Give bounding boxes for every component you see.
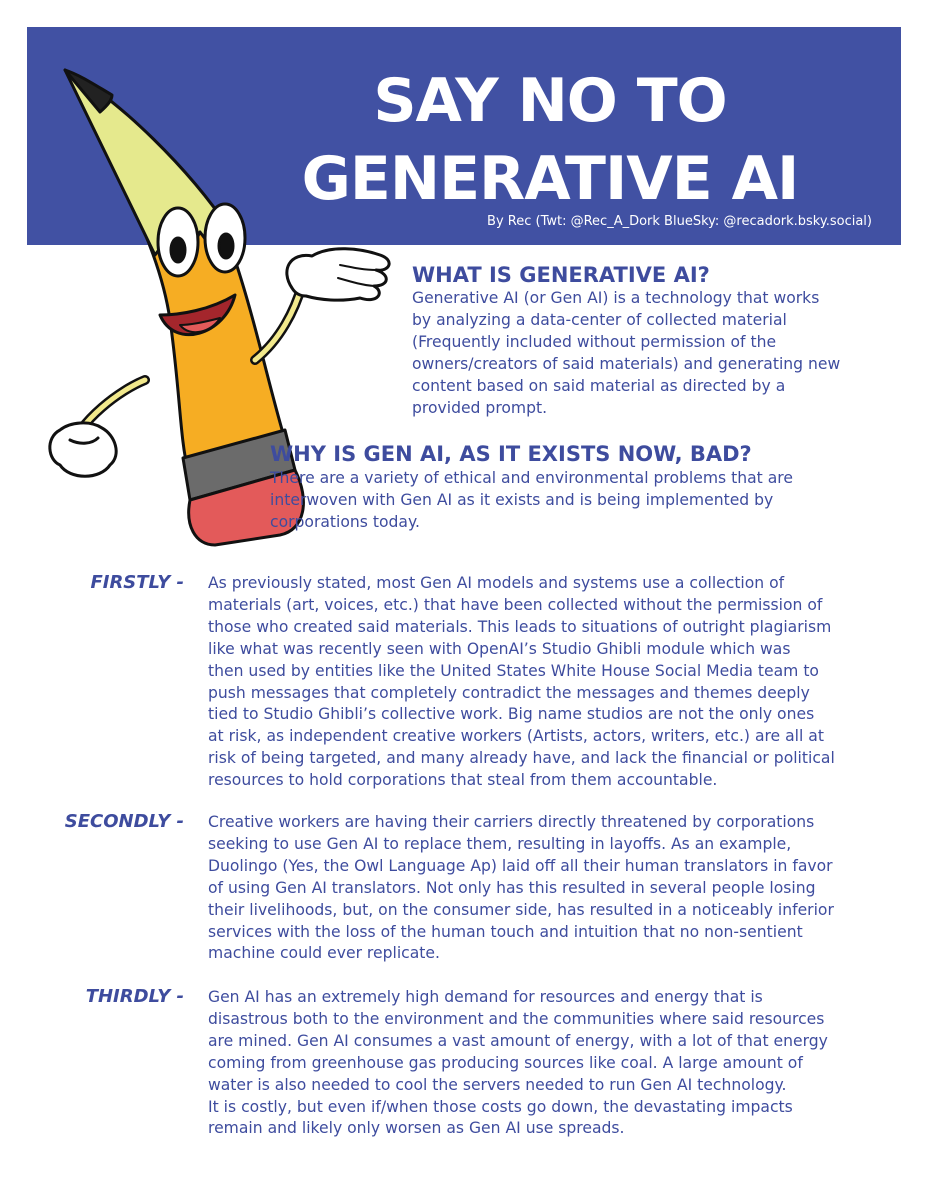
text-line: Duolingo (Yes, the Owl Language Ap) laid off all their human translators in favor [208, 856, 833, 875]
text-line: interwoven with Gen AI as it exists and is being implemented by [270, 490, 774, 509]
section-body-what [412, 288, 840, 419]
point-label-firstly: FIRSTLY - [90, 572, 184, 593]
text-line: services with the loss of the human touch and intuition that no non-sentient [208, 922, 803, 941]
text-line: content based on said material as directed by a [412, 376, 786, 395]
text-line: There are a variety of ethical and environmental problems that are [270, 469, 793, 487]
text-line: provided prompt. [412, 398, 548, 417]
text-line: Generative AI (or Gen AI) is a technology that works [412, 289, 820, 307]
title-line: SAY NO TO [373, 66, 727, 136]
point-body-firstly [208, 573, 898, 792]
text-line: like what was recently seen with OpenAI’s Studio Ghibli module which was [208, 639, 791, 658]
section-heading-why: WHY IS GEN AI, AS IT EXISTS NOW, BAD? [270, 442, 752, 466]
text-line: Gen AI has an extremely high demand for resources and energy that is [208, 988, 763, 1006]
text-line: of using Gen AI translators. Not only has this resulted in several people losing [208, 878, 816, 897]
text-line: push messages that completely contradict the messages and themes deeply [208, 683, 810, 702]
text-line: Creative workers are having their carriers directly threatened by corporations [208, 813, 815, 831]
section-heading-what: WHAT IS GENERATIVE AI? [412, 263, 710, 287]
point-body-thirdly [208, 987, 898, 1140]
text-line: water is also needed to cool the servers needed to run Gen AI technology. [208, 1075, 787, 1094]
text-line: then used by entities like the United States White House Social Media team to [208, 661, 819, 680]
text-line: owners/creators of said materials) and generating new [412, 354, 841, 373]
text-line: remain and likely only worsen as Gen AI use spreads. [208, 1119, 625, 1138]
text-line: materials (art, voices, etc.) that have been collected without the permission of [208, 595, 823, 614]
title-line: GENERATIVE AI [301, 144, 799, 214]
text-line: As previously stated, most Gen AI models and systems use a collection of [208, 574, 785, 592]
text-line: risk of being targeted, and many already have, and lack the financial or political [208, 749, 835, 768]
text-line: resources to hold corporations that steal from them accountable. [208, 771, 718, 790]
text-line: those who created said materials. This leads to situations of outright plagiarism [208, 617, 832, 636]
text-line: It is costly, but even if/when those costs go down, the devastating impacts [208, 1097, 793, 1116]
text-line: coming from greenhouse gas producing sources like coal. A large amount of [208, 1053, 803, 1072]
point-label-thirdly: THIRDLY - [85, 986, 184, 1007]
section-body-why [270, 468, 793, 534]
text-line: corporations today. [270, 512, 420, 531]
point-label-secondly: SECONDLY - [64, 811, 184, 832]
text-line: seeking to use Gen AI to replace them, resulting in layoffs. As an example, [208, 834, 792, 853]
text-line: machine could ever replicate. [208, 944, 440, 963]
text-line: by analyzing a data-center of collected material [412, 310, 787, 329]
text-line: (Frequently included without permission of the [412, 332, 777, 351]
text-line: disastrous both to the environment and the communities where said resources [208, 1009, 825, 1028]
author-byline: By Rec (Twt: @Rec_A_Dork BlueSky: @recadork.bsky.social) [487, 214, 872, 229]
text-line: tied to Studio Ghibli’s collective work. Big name studios are not the only ones [208, 705, 815, 724]
point-body-secondly [208, 812, 898, 965]
text-line: their livelihoods, but, on the consumer side, has resulted in a noticeably inferior [208, 900, 834, 919]
text-line: are mined. Gen AI consumes a vast amount of energy, with a lot of that energy [208, 1031, 828, 1050]
text-line: at risk, as independent creative workers (Artists, actors, writers, etc.) are all at [208, 727, 824, 746]
